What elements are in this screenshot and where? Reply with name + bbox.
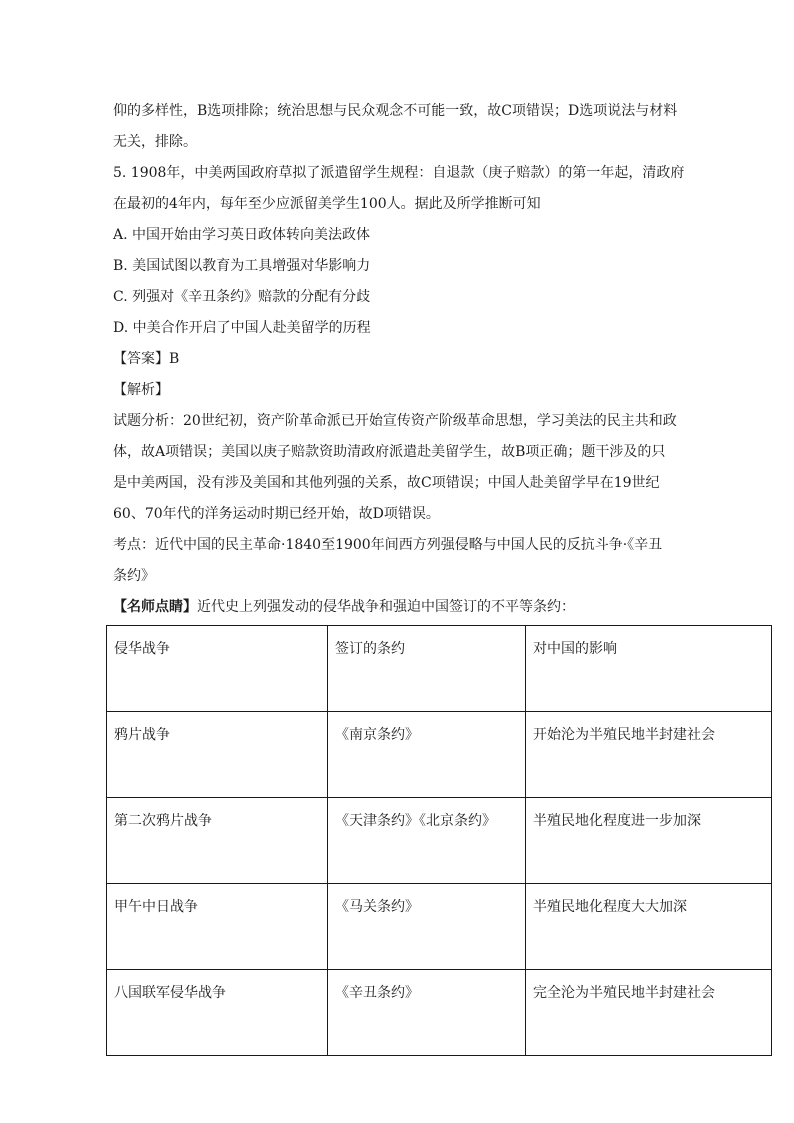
- table-row: [107, 884, 772, 970]
- table-header-cell: 签订的条约: [328, 626, 526, 712]
- answer-line: 【答案】B: [113, 351, 180, 367]
- option-c: C. 列强对《辛丑条约》赔款的分配有分歧: [113, 289, 371, 305]
- table-cell: 甲午中日战争: [107, 884, 328, 970]
- document-body: [113, 96, 683, 623]
- table-header-row: [107, 626, 772, 712]
- table-cell: 《辛丑条约》: [328, 970, 526, 1056]
- table-header-cell: 对中国的影响: [526, 626, 772, 712]
- table-cell: 第二次鸦片战争: [107, 798, 328, 884]
- table-cell: 半殖民地化程度大大加深: [526, 884, 772, 970]
- tip-label: 【名师点睛】: [113, 599, 197, 615]
- table-cell: 鸦片战争: [107, 712, 328, 798]
- tip-text: 近代史上列强发动的侵华战争和强迫中国签订的不平等条约：: [197, 599, 575, 615]
- analysis-heading: 【解析】: [113, 382, 169, 398]
- text-line: 仰的多样性，B选项排除；统治思想与民众观念不可能一致，故C项错误；D选项说法与材料: [113, 103, 678, 119]
- text-line: 无关，排除。: [113, 134, 197, 150]
- knowledge-point: 条约》: [113, 568, 155, 584]
- table-row: [107, 712, 772, 798]
- question-stem: 在最初的4年内，每年至少应派留美学生100人。据此及所学推断可知: [113, 196, 541, 212]
- table-row: [107, 798, 772, 884]
- table-cell: 《马关条约》: [328, 884, 526, 970]
- analysis-text: 是中美两国，没有涉及美国和其他列强的关系，故C项错误；中国人赴美留学早在19世纪: [113, 475, 660, 491]
- option-a: A. 中国开始由学习英日政体转向美法政体: [113, 227, 371, 243]
- treaty-table: [106, 625, 772, 1056]
- table-cell: 开始沦为半殖民地半封建社会: [526, 712, 772, 798]
- table-cell: 半殖民地化程度进一步加深: [526, 798, 772, 884]
- question-stem: 5. 1908年，中美两国政府草拟了派遣留学生规程：自退款（庚子赔款）的第一年起，清政府: [113, 165, 685, 181]
- table-cell: 《南京条约》: [328, 712, 526, 798]
- table-header-cell: 侵华战争: [107, 626, 328, 712]
- option-b: B. 美国试图以教育为工具增强对华影响力: [113, 258, 371, 274]
- table-cell: 《天津条约》《北京条约》: [328, 798, 526, 884]
- knowledge-point: 考点：近代中国的民主革命·1840至1900年间西方列强侵略与中国人民的反抗斗争·《辛丑: [113, 537, 663, 553]
- analysis-text: 试题分析：20世纪初，资产阶革命派已开始宣传资产阶级革命思想，学习美法的民主共和政: [113, 413, 677, 429]
- option-d: D. 中美合作开启了中国人赴美留学的历程: [113, 320, 371, 336]
- table-row: [107, 970, 772, 1056]
- analysis-text: 体，故A项错误；美国以庚子赔款资助清政府派遣赴美留学生，故B项正确；题干涉及的只: [113, 444, 666, 460]
- table-cell: 八国联军侵华战争: [107, 970, 328, 1056]
- analysis-text: 60、70年代的洋务运动时期已经开始，故D项错误。: [113, 506, 440, 522]
- tip-line: [113, 592, 683, 623]
- table-cell: 完全沦为半殖民地半封建社会: [526, 970, 772, 1056]
